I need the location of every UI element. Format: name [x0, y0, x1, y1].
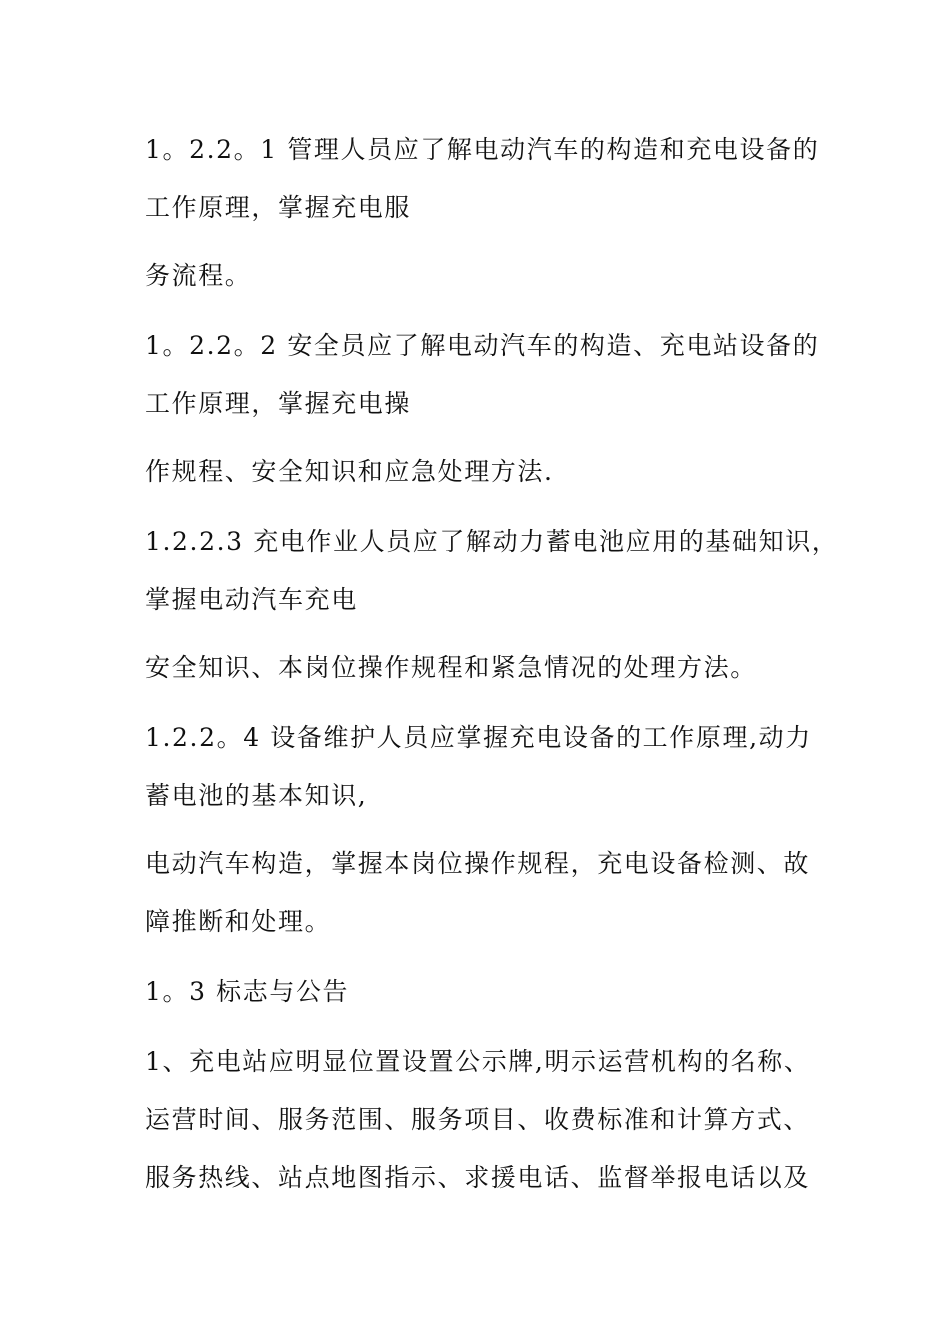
text-line: 安全知识、本岗位操作规程和紧急情况的处理方法。 — [145, 653, 757, 682]
text-line: 1.2.2。4 设备维护人员应掌握充电设备的工作原理,动力 — [145, 723, 812, 752]
text-line: 1、充电站应明显位置设置公示牌,明示运营机构的名称、 — [145, 1047, 811, 1076]
text-line: 务流程。 — [145, 261, 252, 290]
text-line: 1.2.2.3 充电作业人员应了解动力蓄电池应用的基础知识， — [145, 527, 839, 556]
text-line: 1。2.2。2 安全员应了解电动汽车的构造、充电站设备的 — [145, 331, 820, 360]
text-line: 工作原理，掌握充电服 — [145, 193, 412, 222]
text-line: 掌握电动汽车充电 — [145, 585, 358, 614]
text-line: 工作原理，掌握充电操 — [145, 389, 412, 418]
text-line: 障推断和处理。 — [145, 907, 332, 936]
text-line: 蓄电池的基本知识, — [145, 781, 368, 810]
text-line: 作规程、安全知识和应急处理方法. — [145, 457, 554, 486]
text-line: 运营时间、服务范围、服务项目、收费标准和计算方式、 — [145, 1105, 811, 1134]
text-line: 1。2.2。1 管理人员应了解电动汽车的构造和充电设备的 — [145, 135, 820, 164]
text-line: 服务热线、站点地图指示、求援电话、监督举报电话以及 — [145, 1163, 811, 1192]
section-heading: 1。3 标志与公告 — [145, 977, 350, 1006]
text-line: 电动汽车构造，掌握本岗位操作规程，充电设备检测、故 — [145, 849, 811, 878]
